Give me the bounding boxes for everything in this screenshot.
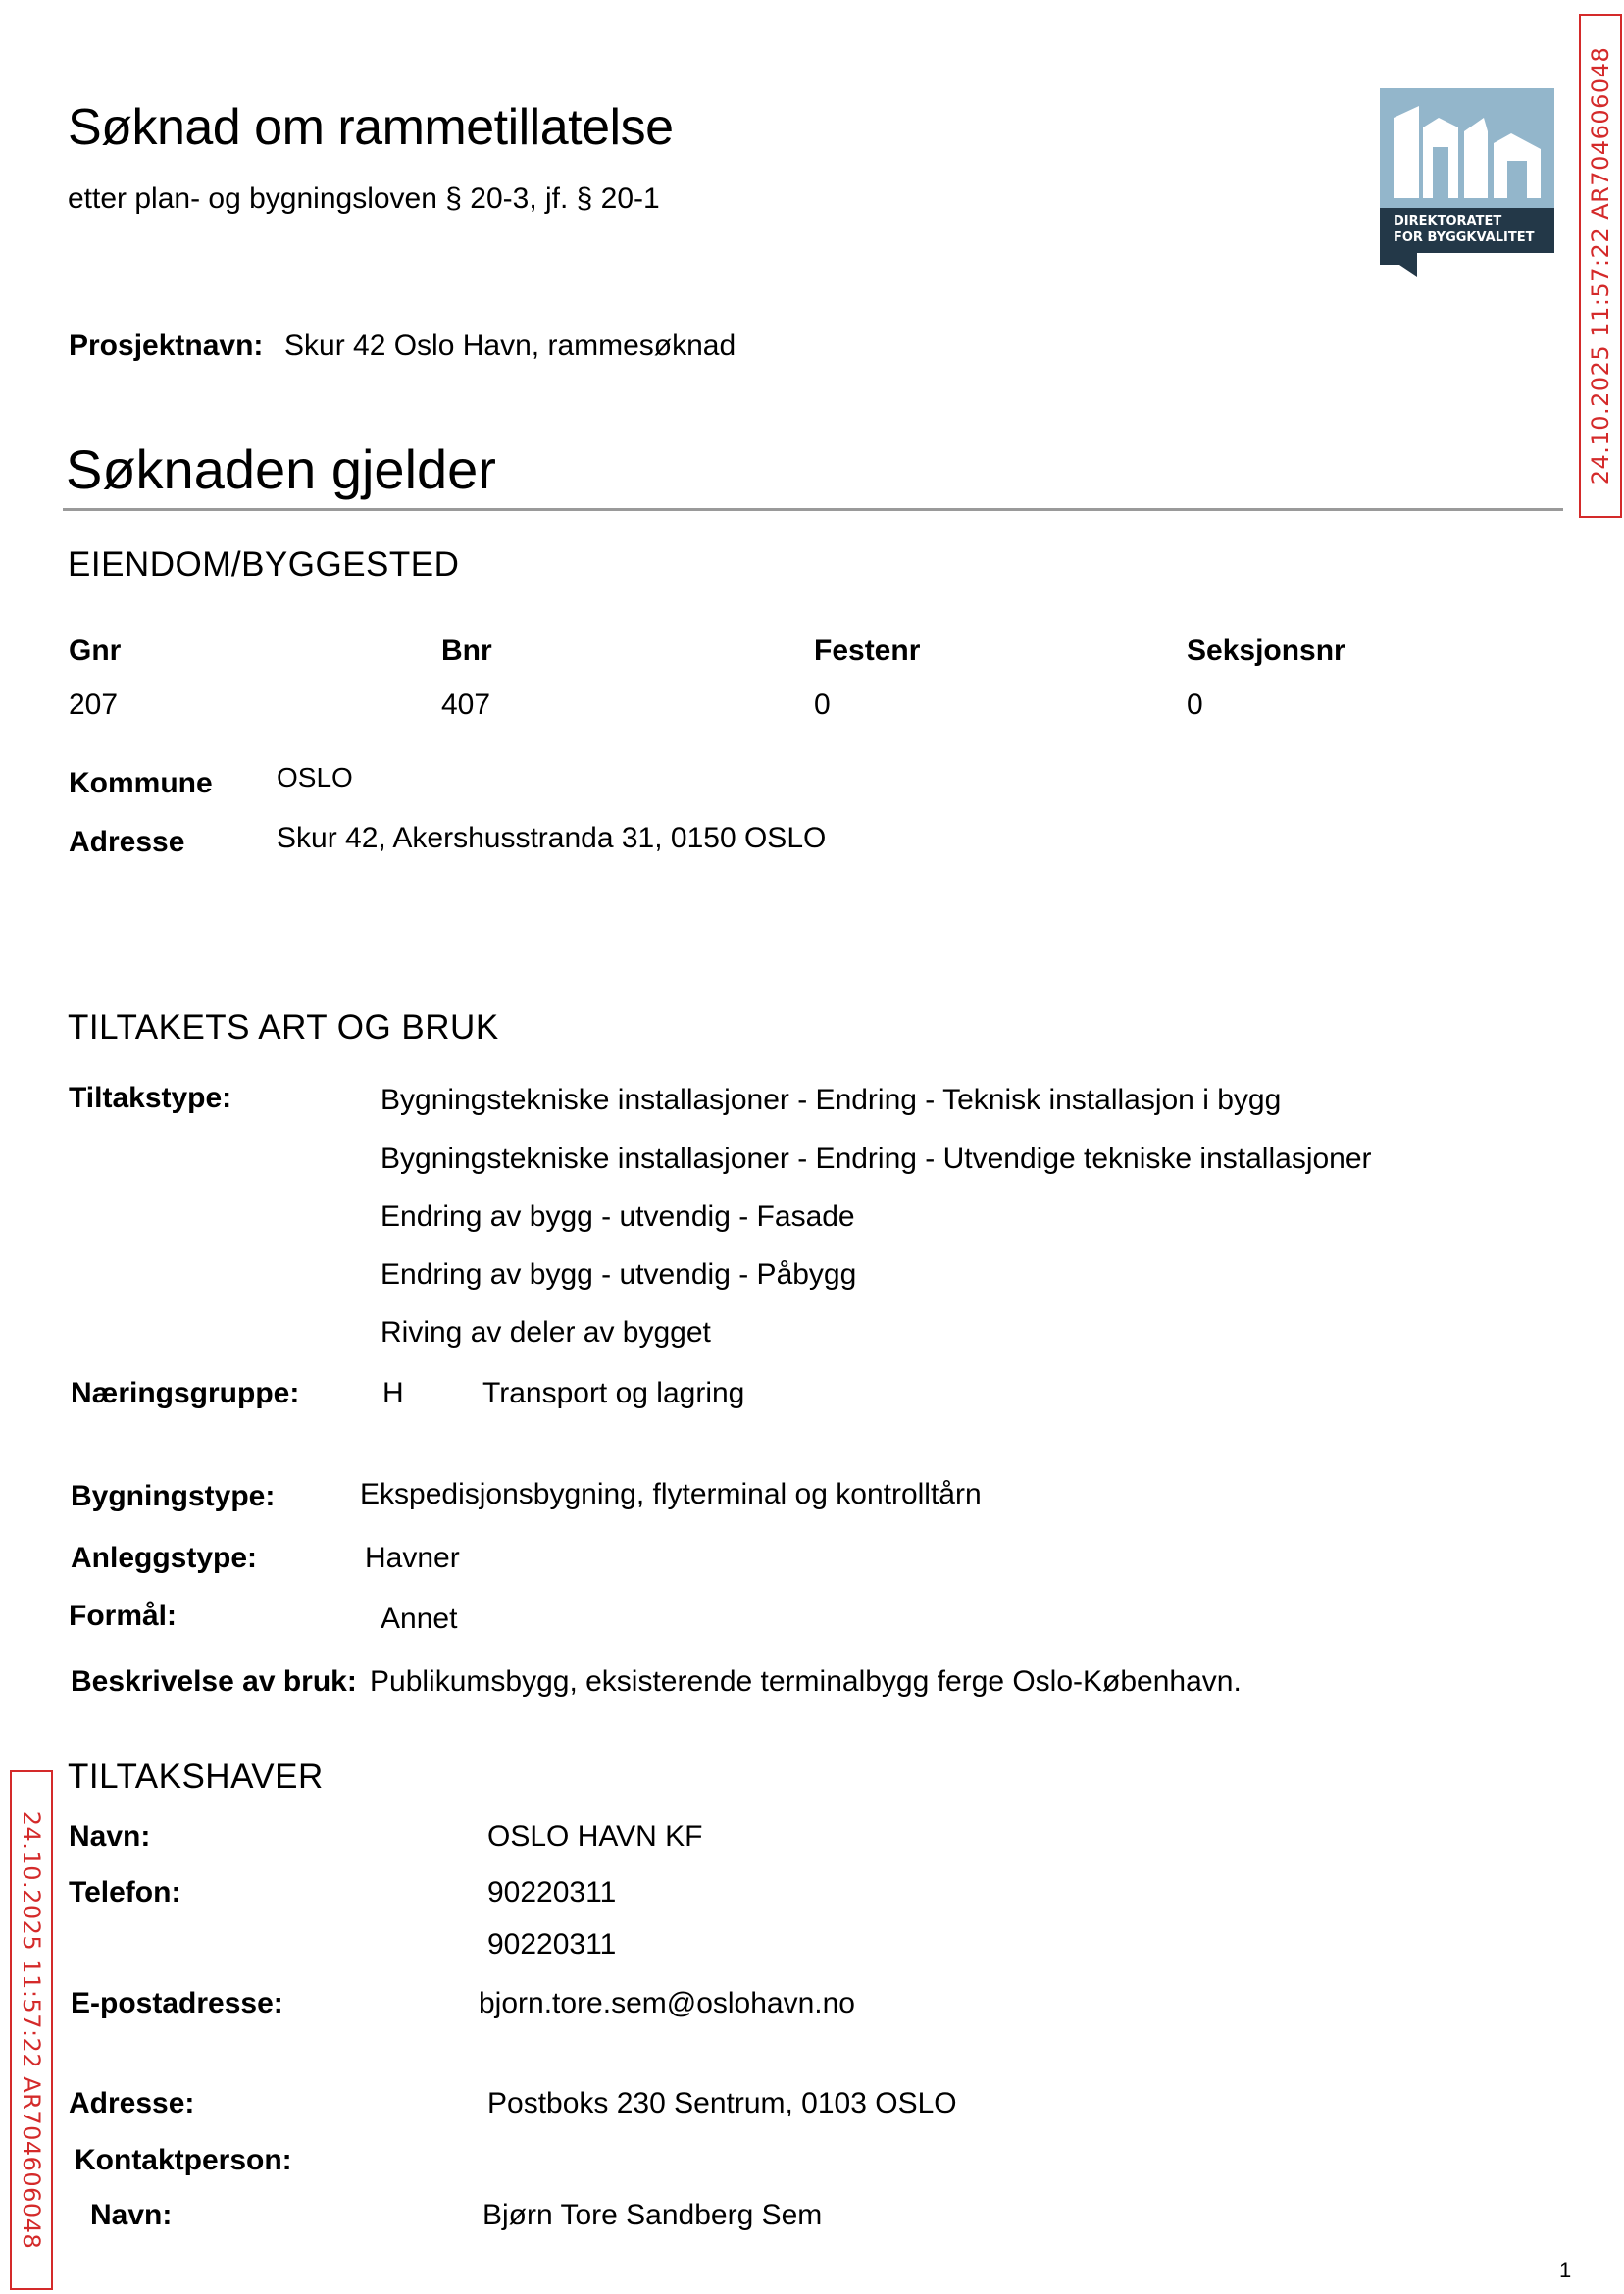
bnr-label: Bnr: [441, 635, 492, 667]
tiltakshaver-navn-label: Navn:: [69, 1820, 151, 1853]
project-name-value: Skur 42 Oslo Havn, rammesøknad: [284, 330, 736, 362]
seksjonsnr-label: Seksjonsnr: [1187, 635, 1345, 667]
page-number: 1: [1559, 2258, 1572, 2282]
adresse-value: Skur 42, Akershusstranda 31, 0150 OSLO: [277, 822, 827, 854]
tiltakshaver-heading: TILTAKSHAVER: [68, 1758, 324, 1796]
naeringsgruppe-code: H: [382, 1377, 404, 1409]
bygningstype-label: Bygningstype:: [71, 1480, 276, 1512]
gnr-value: 207: [69, 688, 119, 721]
page-title: Søknad om rammetillatelse: [68, 99, 674, 156]
formal-label: Formål:: [69, 1600, 178, 1632]
kommune-label: Kommune: [69, 767, 213, 799]
adresse-label: Adresse: [69, 826, 185, 858]
gnr-label: Gnr: [69, 635, 122, 667]
beskrivelse-bruk-value: Publikumsbygg, eksisterende terminalbygg ferge Oslo-København.: [370, 1665, 1242, 1698]
timestamp-stamp-left: 24.10.2025 11:57:22 AR704606048: [10, 1770, 53, 2290]
tiltak-heading: TILTAKETS ART OG BRUK: [68, 1008, 499, 1046]
telefon-value: 90220311: [487, 1876, 617, 1909]
tiltakstype-item: Bygningstekniske installasjoner - Endring - Utvendige tekniske installasjoner: [381, 1143, 1372, 1175]
epost-label: E-postadresse:: [71, 1987, 283, 2019]
svg-text:FOR BYGGKVALITET: FOR BYGGKVALITET: [1394, 230, 1535, 245]
tiltakstype-label: Tiltakstype:: [69, 1082, 232, 1114]
tiltakstype-item: Bygningstekniske installasjoner - Endring - Teknisk installasjon i bygg: [381, 1084, 1282, 1116]
tiltakstype-item: Endring av bygg - utvendig - Påbygg: [381, 1258, 857, 1291]
section-divider: [63, 508, 1563, 511]
naeringsgruppe-label: Næringsgruppe:: [71, 1377, 300, 1409]
svg-text:DIREKTORATET: DIREKTORATET: [1394, 214, 1502, 229]
property-heading: EIENDOM/BYGGESTED: [68, 545, 460, 584]
anleggstype-label: Anleggstype:: [71, 1542, 258, 1574]
kommune-value: OSLO: [277, 762, 353, 792]
dibk-logo: [1380, 88, 1554, 277]
beskrivelse-bruk-label: Beskrivelse av bruk:: [71, 1665, 357, 1698]
festenr-label: Festenr: [814, 635, 921, 667]
tiltakshaver-adresse-value: Postboks 230 Sentrum, 0103 OSLO: [487, 2087, 957, 2119]
seksjonsnr-value: 0: [1187, 688, 1203, 721]
timestamp-stamp-top: 24.10.2025 11:57:22 AR704606048: [1579, 14, 1622, 518]
tiltakshaver-navn-value: OSLO HAVN KF: [487, 1820, 703, 1853]
project-name-label: Prosjektnavn:: [69, 330, 264, 362]
tiltakshaver-adresse-label: Adresse:: [69, 2087, 195, 2119]
festenr-value: 0: [814, 688, 831, 721]
bygningstype-value: Ekspedisjonsbygning, flyterminal og kontrolltårn: [360, 1478, 982, 1510]
telefon-value: 90220311: [487, 1928, 617, 1961]
telefon-label: Telefon:: [69, 1876, 181, 1909]
naeringsgruppe-value: Transport og lagring: [482, 1377, 745, 1409]
tiltakstype-item: Endring av bygg - utvendig - Fasade: [381, 1200, 855, 1233]
epost-value: bjorn.tore.sem@oslohavn.no: [479, 1987, 855, 2019]
kontaktperson-navn-value: Bjørn Tore Sandberg Sem: [482, 2199, 823, 2231]
kontaktperson-navn-label: Navn:: [90, 2199, 173, 2231]
section-title: Søknaden gjelder: [66, 438, 496, 500]
formal-value: Annet: [381, 1603, 458, 1635]
tiltakstype-item: Riving av deler av bygget: [381, 1316, 711, 1349]
bnr-value: 407: [441, 688, 491, 721]
anleggstype-value: Havner: [365, 1542, 460, 1574]
page-subtitle: etter plan- og bygningsloven § 20-3, jf. § 20-1: [68, 182, 660, 215]
kontaktperson-label: Kontaktperson:: [75, 2144, 292, 2176]
